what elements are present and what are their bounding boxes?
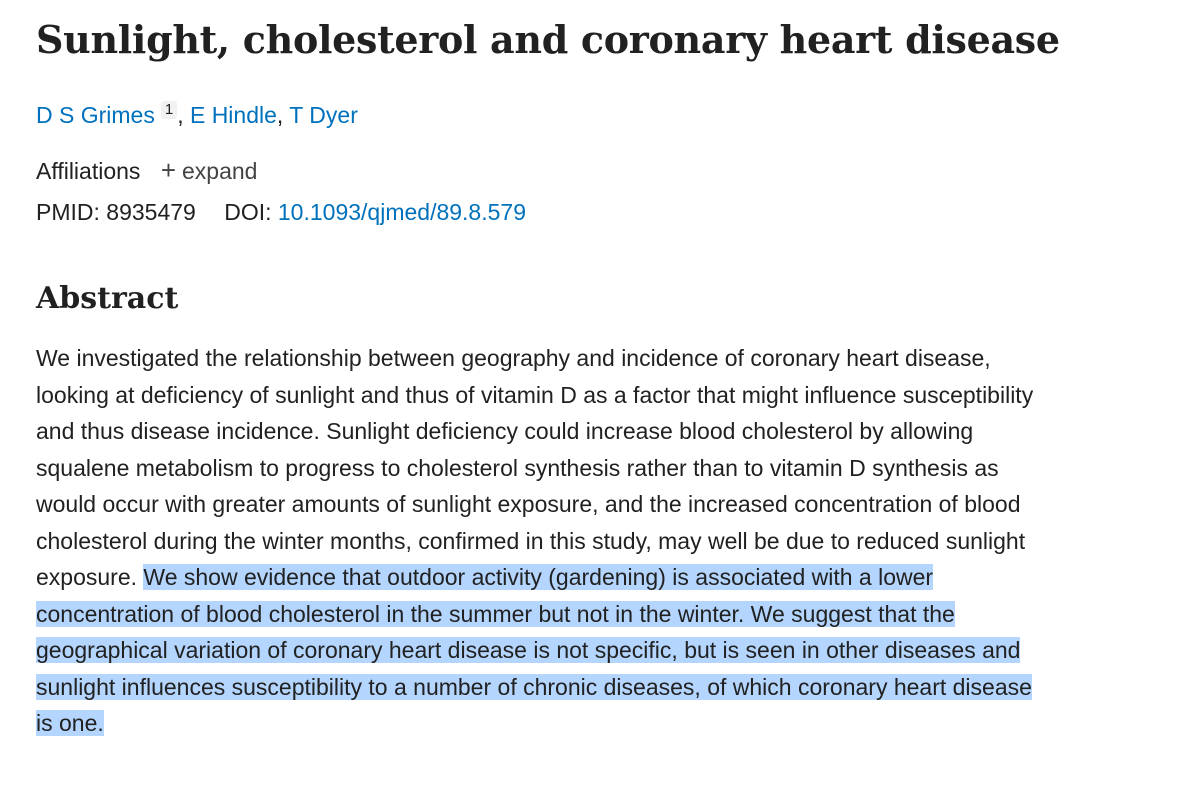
doi-link[interactable]: 10.1093/qjmed/89.8.579	[277, 199, 526, 225]
expand-affiliations-button[interactable]	[160, 155, 258, 185]
selected-text-segment: geographical variation of coronary heart disease is not specific, but is seen in other diseases and	[36, 637, 1021, 663]
abstract-line	[36, 669, 1186, 706]
pmid-value: 8935479	[106, 199, 196, 225]
article-title: Sunlight, cholesterol and coronary heart disease	[36, 17, 1060, 62]
abstract-text-segment: squalene metabolism to progress to cholesterol synthesis rather than to vitamin D synthesis as	[36, 454, 999, 481]
identifiers-row	[36, 197, 526, 227]
author-list	[36, 100, 358, 130]
pmid-label: PMID:	[36, 199, 100, 225]
abstract-text	[36, 340, 1186, 742]
abstract-line	[36, 413, 1186, 450]
selected-text-segment: We show evidence that outdoor activity (gardening) is associated with a lower	[143, 564, 934, 590]
author-link-hindle[interactable]: E Hindle	[189, 102, 277, 128]
selected-text-segment: is one.	[36, 710, 104, 736]
abstract-line	[36, 523, 1186, 560]
abstract-text-segment: We investigated the relationship between geography and incidence of coronary heart disease,	[36, 345, 991, 371]
selected-text-segment: concentration of blood cholesterol in the summer but not in the winter. We suggest that the	[36, 600, 955, 627]
affiliations-label: Affiliations	[36, 158, 141, 184]
plus-icon: +	[160, 155, 176, 185]
abstract-text-segment: cholesterol during the winter months, confirmed in this study, may well be due to reduced sunlight	[36, 527, 1026, 554]
abstract-text-segment: would occur with greater amounts of sunlight exposure, and the increased concentration of blood	[36, 491, 1021, 517]
affiliations-row	[36, 155, 257, 186]
abstract-line	[36, 705, 1186, 742]
author-link-dyer[interactable]: T Dyer	[289, 102, 358, 128]
abstract-heading: Abstract	[36, 281, 179, 316]
affiliation-ref-button[interactable]: 1	[161, 101, 177, 119]
abstract-line	[36, 377, 1186, 414]
abstract-line	[36, 559, 1186, 596]
expand-label: expand	[182, 158, 258, 184]
author-separator: ,	[177, 102, 190, 128]
abstract-text-segment: looking at deficiency of sunlight and thus of vitamin D as a factor that might influence susceptibility	[36, 381, 1034, 408]
abstract-text-segment: exposure.	[36, 564, 144, 590]
abstract-line	[36, 596, 1186, 633]
abstract-line	[36, 340, 1186, 377]
doi-label: DOI:	[224, 199, 272, 225]
abstract-line	[36, 450, 1186, 487]
abstract-text-segment: and thus disease incidence. Sunlight deficiency could increase blood cholesterol by allowing	[36, 418, 974, 444]
abstract-line	[36, 486, 1186, 523]
selected-text-segment: sunlight influences susceptibility to a number of chronic diseases, of which coronary heart disease	[36, 673, 1032, 700]
author-link-grimes[interactable]: D S Grimes	[36, 102, 155, 128]
abstract-line	[36, 632, 1186, 669]
author-separator: ,	[276, 102, 290, 128]
